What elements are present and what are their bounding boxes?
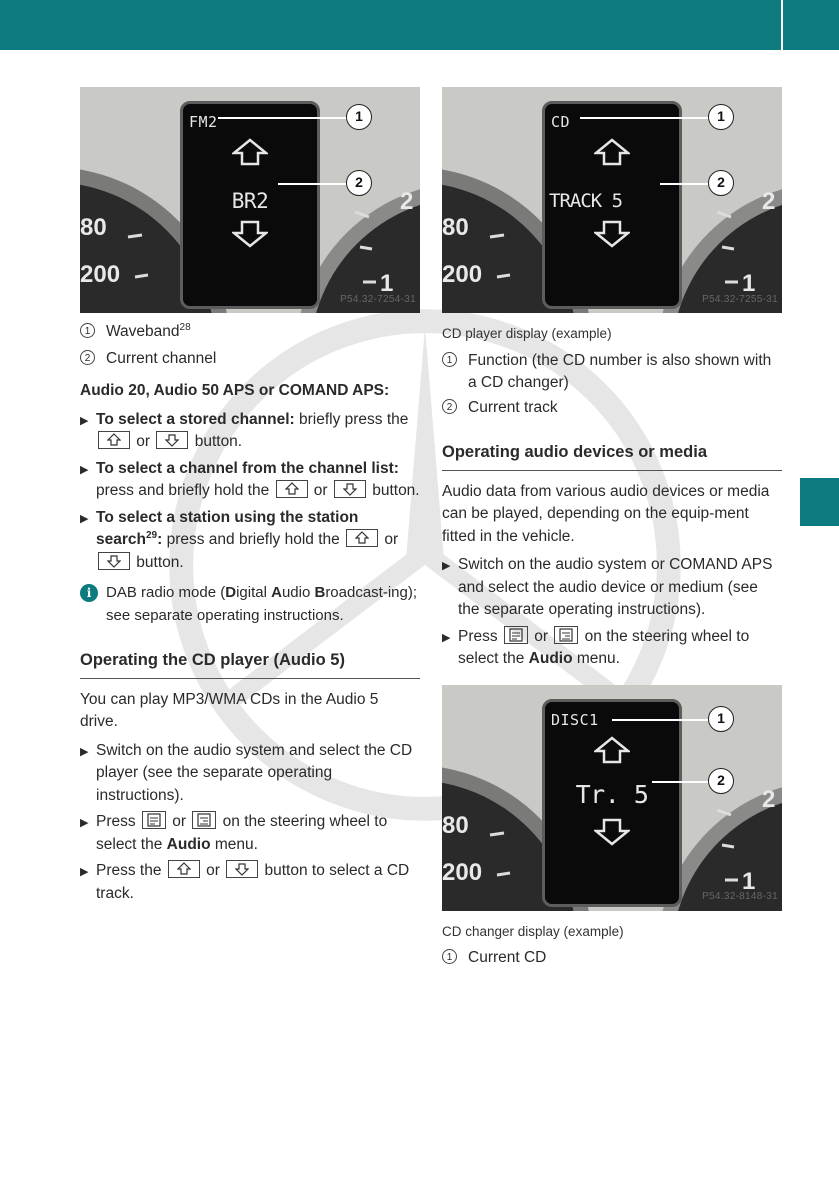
arrow-down-key-icon — [334, 480, 366, 498]
legend-text: Current track — [468, 398, 558, 416]
info-text: roadcast-ing); see separate operating instructions. — [106, 584, 418, 624]
figure-caption: CD changer display (example) — [442, 923, 624, 939]
legend-number: 1 — [80, 323, 95, 338]
step-text: press and briefly hold the — [96, 482, 274, 499]
figure-cd-display — [442, 87, 782, 313]
step-text: menu. — [572, 650, 620, 667]
step-text: or — [132, 433, 155, 450]
step-text: or — [529, 627, 553, 645]
step-press-menu: ▶ Press or on the steering wheel to select the Audio menu. — [442, 627, 750, 667]
header-bar — [0, 0, 839, 50]
screen-track: Tr. 5 — [575, 779, 649, 809]
step-text: on the steering wheel to select the — [458, 627, 750, 667]
figure-code: P54.32-8148-31 — [702, 891, 778, 902]
menu-forward-key-icon — [554, 626, 578, 644]
step-title-colon: : — [157, 531, 163, 548]
screen-channel: BR2 — [231, 189, 269, 213]
screen-track: TRACK 5 — [549, 190, 623, 212]
section-title-cd-player: Operating the CD player (Audio 5) — [80, 649, 420, 679]
footnote-ref: 28 — [179, 321, 191, 333]
step-text: Press — [96, 813, 140, 830]
legend-item — [442, 947, 782, 970]
info-icon: i — [80, 584, 98, 602]
callout-1: 1 — [708, 706, 734, 732]
menu-name: Audio — [528, 650, 573, 667]
step-text: or — [380, 531, 399, 548]
dial-number-80: 80 — [442, 811, 469, 839]
step-text: or — [201, 862, 225, 879]
info-letter: B — [314, 584, 326, 601]
audio-systems-heading: Audio 20, Audio 50 APS or COMAND APS: — [80, 382, 390, 399]
step-text: on the steering wheel to select the — [96, 813, 388, 853]
step-text: Switch on the audio system or COMAND APS and select the audio device or medium (see the separate operating instructions). — [458, 556, 773, 618]
callout-line-1 — [218, 117, 348, 119]
dial-number-2: 2 — [762, 785, 776, 813]
arrow-down-key-icon — [156, 431, 188, 449]
callout-line-1 — [612, 719, 710, 721]
legend-text: Waveband — [106, 323, 180, 340]
step-title: To select a stored channel: — [96, 410, 295, 428]
step-text: button. — [367, 482, 420, 499]
dial-number-200: 200 — [80, 261, 121, 288]
arrow-up-key-icon — [98, 431, 130, 449]
dial-number-1: 1 — [380, 270, 394, 297]
menu-back-key-icon — [142, 811, 166, 829]
step-text: button. — [190, 433, 243, 450]
dial-number-200: 200 — [442, 261, 483, 288]
legend-number: 2 — [80, 350, 95, 365]
legend-text: Function (the CD number is also shown with a CD changer) — [468, 351, 772, 391]
callout-2: 2 — [708, 170, 734, 196]
legend-text: Current channel — [106, 349, 217, 367]
step-text: button to select a CD track. — [96, 862, 410, 902]
step-text: menu. — [210, 835, 258, 853]
dial-number-80: 80 — [442, 214, 469, 241]
left-column — [80, 87, 420, 909]
step-channel-list: ▶ To select a channel from the channel list: press and briefly hold the or button. — [80, 459, 420, 499]
dial-number-2: 2 — [762, 188, 776, 215]
paragraph: You can play MP3/WMA CDs in the Audio 5 drive. — [80, 690, 379, 730]
menu-back-key-icon — [504, 626, 528, 644]
figure-cd-changer-display — [442, 685, 782, 911]
legend-number: 1 — [442, 352, 457, 367]
callout-2: 2 — [708, 768, 734, 794]
step-select-track: ▶ Press the or button to select a CD track. — [80, 862, 410, 902]
step-title: To select a station using the station search — [96, 508, 359, 548]
screen-waveband: FM2 — [189, 113, 218, 131]
figure-code: P54.32-7254-31 — [340, 293, 416, 305]
arrow-down-icon — [232, 220, 268, 248]
step-stored-channel: ▶ To select a stored channel: briefly press the or button. — [80, 410, 409, 450]
chapter-tab — [800, 478, 839, 526]
step-text: Press — [458, 627, 502, 645]
figure-code: P54.32-7255-31 — [702, 293, 778, 305]
step-switch-on: ▶ Switch on the audio system and select the CD player (see the separate operating instructions). — [80, 740, 420, 808]
step-press-menu: ▶ Press or on the steering wheel to select the Audio menu. — [80, 813, 388, 853]
dial-number-80: 80 — [80, 214, 107, 241]
screen-function: CD — [551, 113, 571, 131]
arrow-down-key-icon — [98, 552, 130, 570]
callout-line-2 — [278, 183, 348, 185]
legend-item — [442, 397, 782, 420]
step-text: Switch on the audio system and select the CD player (see the separate operating instructions). — [96, 741, 413, 804]
arrow-up-icon — [594, 736, 630, 764]
info-text: igital — [236, 584, 272, 601]
legend-item — [80, 348, 420, 371]
arrow-down-icon — [594, 220, 630, 248]
figure-radio-display — [80, 87, 420, 313]
info-text: DAB radio mode ( — [106, 584, 226, 601]
step-text: Press the — [96, 862, 166, 879]
dial-number-2: 2 — [400, 188, 414, 215]
display-screen — [542, 699, 682, 907]
menu-forward-key-icon — [192, 811, 216, 829]
figure-caption: CD player display (example) — [442, 326, 612, 341]
step-title: To select a channel from the channel list: — [96, 459, 399, 477]
step-text: or — [309, 482, 332, 499]
arrow-up-key-icon — [346, 529, 378, 547]
display-screen — [542, 101, 682, 309]
step-text: or — [167, 813, 191, 830]
callout-line-2 — [652, 781, 710, 783]
step-text: press and briefly hold the — [162, 531, 345, 548]
paragraph: Audio data from various audio devices or media can be played, depending on the equip-ment fitted in the vehicle. — [442, 482, 770, 545]
dial-number-1: 1 — [742, 867, 756, 895]
arrow-up-icon — [594, 138, 630, 166]
step-station-search: ▶ To select a station using the station search$^{29}$: press and briefly hold the or button. — [80, 508, 399, 571]
callout-line-1 — [580, 117, 710, 119]
info-letter: A — [271, 584, 282, 601]
step-switch-on: ▶ Switch on the audio system or COMAND APS and select the audio device or medium (see the separate operating instructions). — [442, 554, 782, 622]
info-note — [80, 582, 420, 627]
arrow-down-key-icon — [226, 860, 258, 878]
section-title-audio-devices: Operating audio devices or media — [442, 441, 782, 471]
screen-current-cd: DISC1 — [551, 710, 599, 729]
arrow-down-icon — [594, 818, 630, 846]
callout-1: 1 — [708, 104, 734, 130]
legend-number: 1 — [442, 949, 457, 964]
footnote-ref: 29 — [145, 529, 158, 541]
callout-1: 1 — [346, 104, 372, 130]
legend-item — [442, 350, 782, 395]
menu-name: Audio — [166, 835, 211, 853]
legend-number: 2 — [442, 399, 457, 414]
callout-line-2 — [660, 183, 710, 185]
legend-text: Current CD — [468, 949, 547, 966]
step-text: button. — [132, 553, 184, 571]
header-separator — [781, 0, 783, 50]
arrow-up-key-icon — [276, 480, 308, 498]
info-letter: D — [225, 584, 237, 601]
right-column — [442, 87, 782, 970]
dial-number-200: 200 — [442, 858, 483, 886]
step-text: briefly press the — [294, 410, 409, 428]
display-screen — [180, 101, 320, 309]
info-text: udio — [281, 584, 315, 601]
arrow-up-key-icon — [168, 860, 200, 878]
dial-number-1: 1 — [742, 270, 756, 297]
legend-item — [80, 321, 420, 344]
arrow-up-icon — [232, 138, 268, 166]
callout-2: 2 — [346, 170, 372, 196]
